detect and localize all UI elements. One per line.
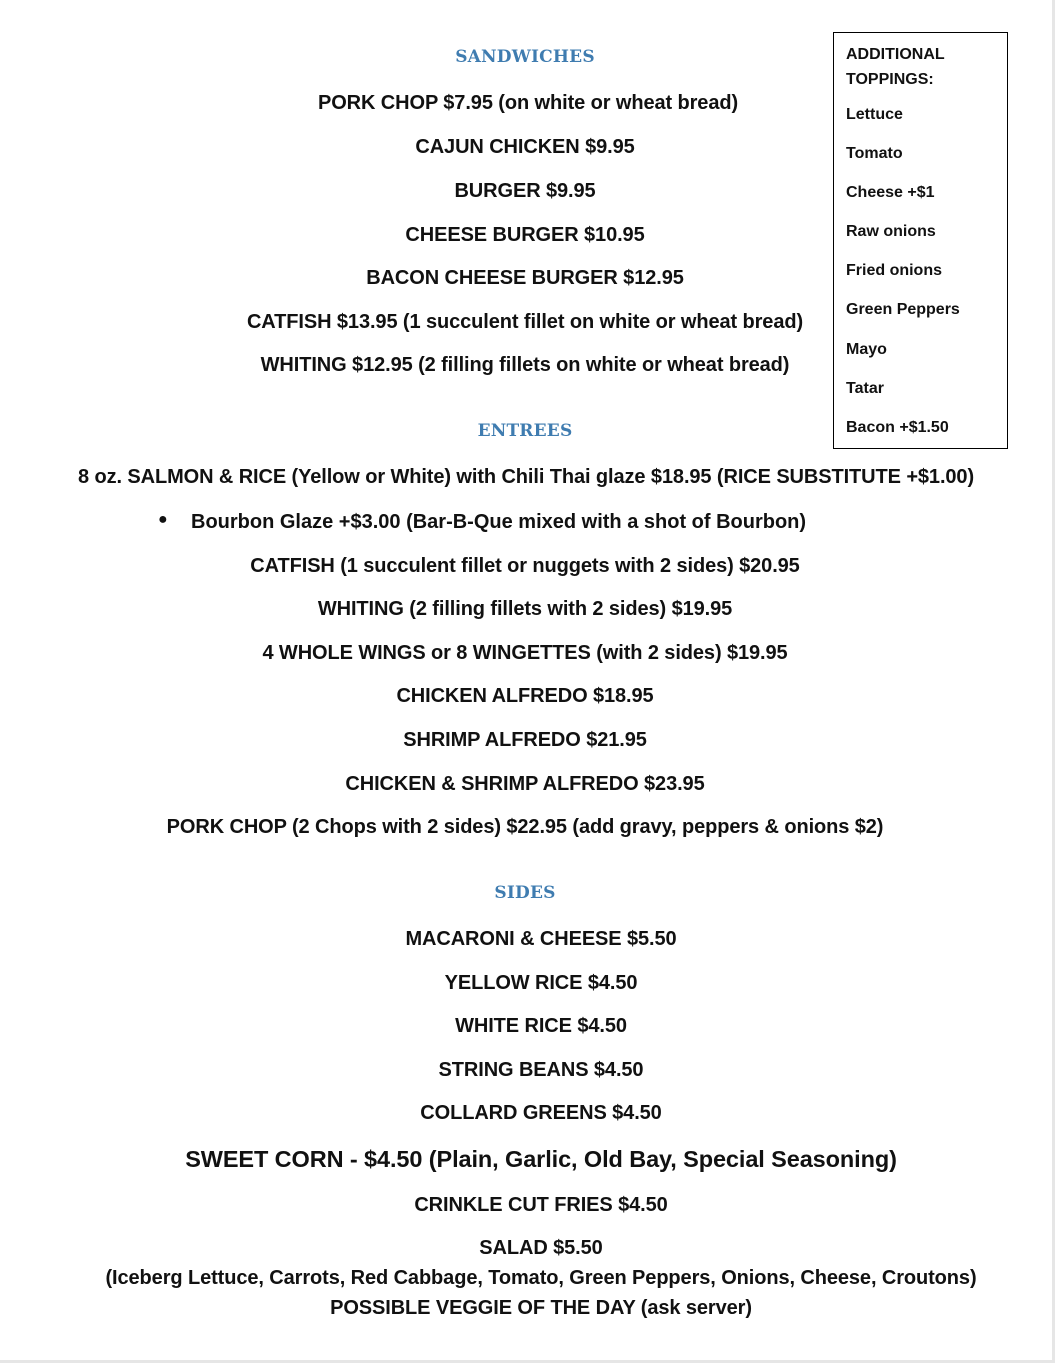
entree-item: CHICKEN ALFREDO $18.95 — [396, 685, 654, 707]
veggie-of-the-day: POSSIBLE VEGGIE OF THE DAY (ask server) — [330, 1297, 752, 1319]
toppings-title — [846, 42, 945, 92]
additional-toppings-box — [833, 32, 1008, 449]
topping-item: Mayo — [846, 341, 887, 358]
topping-item: Bacon +$1.50 — [846, 419, 949, 436]
sandwich-item: CATFISH $13.95 (1 succulent fillet on white or wheat bread) — [246, 311, 804, 333]
side-item: MACARONI & CHEESE $5.50 — [405, 928, 677, 950]
side-item: STRING BEANS $4.50 — [438, 1059, 644, 1081]
sandwich-item: BACON CHEESE BURGER $12.95 — [366, 267, 684, 289]
bourbon-glaze-text: Bourbon Glaze +$3.00 (Bar-B-Que mixed with a shot of Bourbon) — [191, 511, 807, 533]
topping-item: Green Peppers — [846, 301, 960, 318]
toppings-title-line: ADDITIONAL — [846, 46, 945, 63]
sandwich-item: BURGER $9.95 — [454, 180, 596, 202]
entree-item: SHRIMP ALFREDO $21.95 — [403, 729, 647, 751]
side-item: WHITE RICE $4.50 — [455, 1015, 627, 1037]
sandwich-item: PORK CHOP $7.95 (on white or wheat bread) — [317, 92, 739, 114]
side-item: SALAD $5.50 — [479, 1237, 603, 1259]
entree-item: CATFISH (1 succulent fillet or nuggets with 2 sides) $20.95 — [250, 555, 800, 577]
entree-item: CHICKEN & SHRIMP ALFREDO $23.95 — [345, 773, 705, 795]
entrees-heading: ENTREES — [477, 421, 573, 441]
toppings-title-line: TOPPINGS: — [846, 71, 934, 88]
entree-item: WHITING (2 filling fillets with 2 sides) $19.95 — [317, 598, 733, 620]
salad-description: (Iceberg Lettuce, Carrots, Red Cabbage, Tomato, Green Peppers, Onions, Cheese, Croutons) — [105, 1267, 977, 1289]
sides-heading: SIDES — [494, 883, 556, 903]
topping-item: Cheese +$1 — [846, 184, 935, 201]
side-item: YELLOW RICE $4.50 — [444, 972, 638, 994]
entree-item: 4 WHOLE WINGS or 8 WINGETTES (with 2 sides) $19.95 — [262, 642, 788, 664]
side-item: CRINKLE CUT FRIES $4.50 — [414, 1194, 668, 1216]
bullet-icon: ● — [158, 511, 168, 528]
sandwich-item: WHITING $12.95 (2 filling fillets on white or wheat bread) — [260, 354, 790, 376]
side-item: COLLARD GREENS $4.50 — [420, 1102, 662, 1124]
topping-item: Raw onions — [846, 223, 936, 240]
topping-item: Tatar — [846, 380, 884, 397]
topping-item: Fried onions — [846, 262, 942, 279]
topping-item: Tomato — [846, 145, 903, 162]
entree-item: PORK CHOP (2 Chops with 2 sides) $22.95 (add gravy, peppers & onions $2) — [166, 816, 884, 838]
topping-item: Lettuce — [846, 106, 903, 123]
side-item-sweet-corn: SWEET CORN - $4.50 (Plain, Garlic, Old Bay, Special Seasoning) — [185, 1146, 897, 1172]
sandwiches-heading: SANDWICHES — [455, 47, 595, 67]
entree-salmon: 8 oz. SALMON & RICE (Yellow or White) with Chili Thai glaze $18.95 (RICE SUBSTITUTE +$1.00) — [77, 466, 975, 488]
sandwich-item: CAJUN CHICKEN $9.95 — [415, 136, 635, 158]
sandwich-item: CHEESE BURGER $10.95 — [405, 224, 645, 246]
